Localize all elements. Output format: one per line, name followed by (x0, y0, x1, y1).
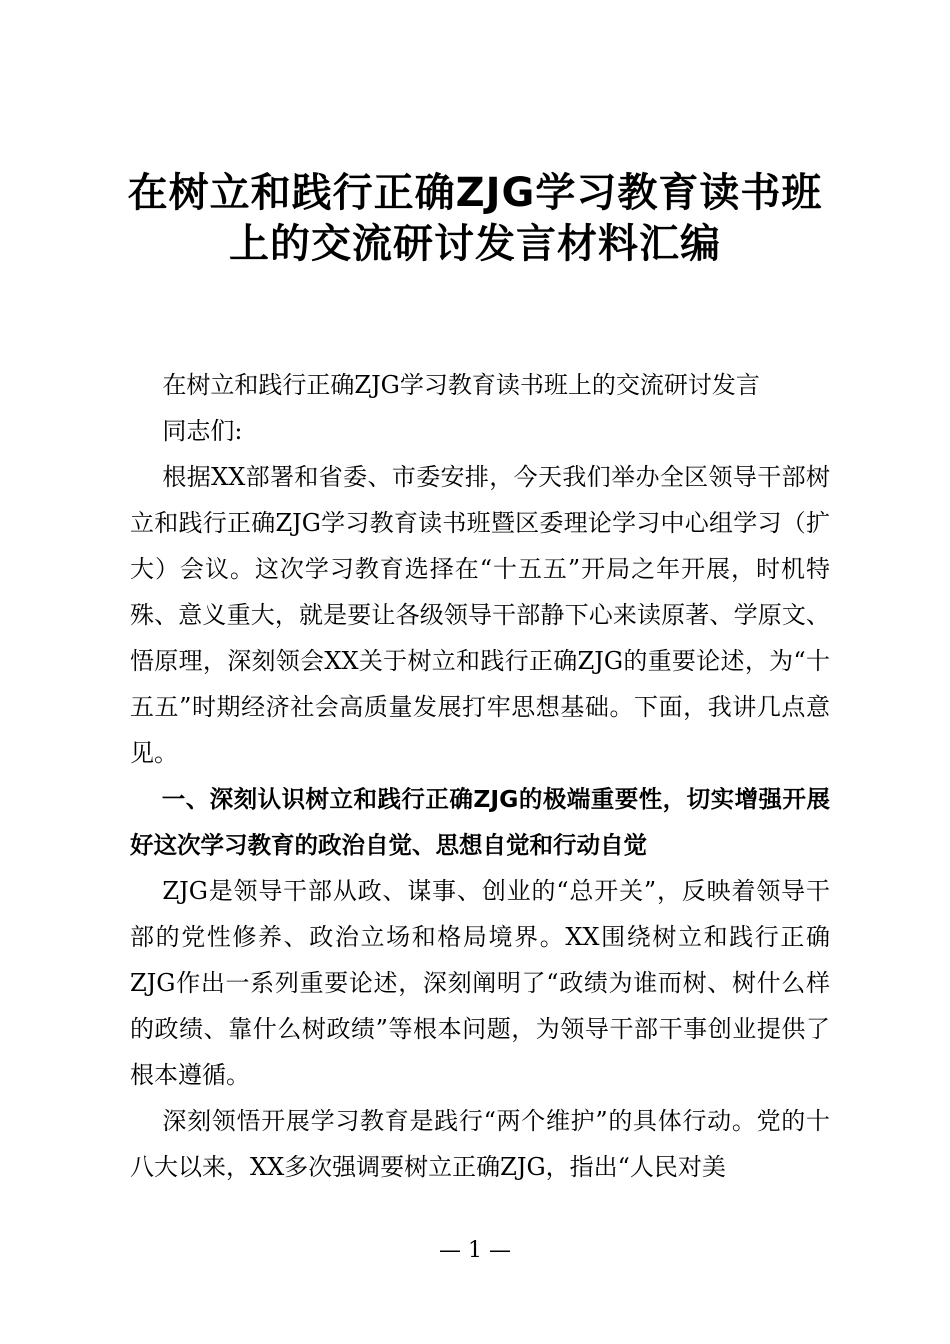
paragraph-zjg: ZJG是领导干部从政、谋事、创业的“总开关”，反映着领导干部的党性修养、政治立场和格局境界。XX围绕树立和践行正确ZJG作出一系列重要论述，深刻阐明了“政绩为谁而树、树什么样的政绩、靠什么树政绩”等根本问题，为领导干部干事创业提供了根本遵循。 (130, 877, 830, 1089)
document-body (130, 362, 830, 1190)
paragraph-two-safeguards: 深刻领悟开展学习教育是践行“两个维护”的具体行动。党的十八大以来，XX多次强调要树立正确ZJG，指出“人民对美 (130, 1107, 830, 1181)
page-number: — 1 — (439, 1238, 511, 1263)
document-title (100, 168, 850, 270)
paragraph-intro: 根据XX部署和省委、市委安排，今天我们举办全区领导干部树立和践行正确ZJG学习教育读书班暨区委理论学习中心组学习（扩大）会议。这次学习教育选择在“十五五”开局之年开展，时机特殊、意义重大，就是要让各级领导干部静下心来读原著、学原文、悟原理，深刻领会XX关于树立和践行正确ZJG的重要论述，为“十五五”时期经济社会高质量发展打牢思想基础。下面，我讲几点意见。 (130, 463, 830, 767)
section-heading-1: 一、深刻认识树立和践行正确ZJG的极端重要性，切实增强开展好这次学习教育的政治自觉、思想自觉和行动自觉 (130, 785, 830, 859)
speech-subtitle: 在树立和践行正确ZJG学习教育读书班上的交流研讨发言 (162, 371, 760, 399)
title-line-2: 上的交流研讨发言材料汇编 (229, 221, 721, 267)
title-line-1: 在树立和践行正确ZJG学习教育读书班 (127, 170, 823, 216)
greeting: 同志们: (162, 417, 243, 445)
